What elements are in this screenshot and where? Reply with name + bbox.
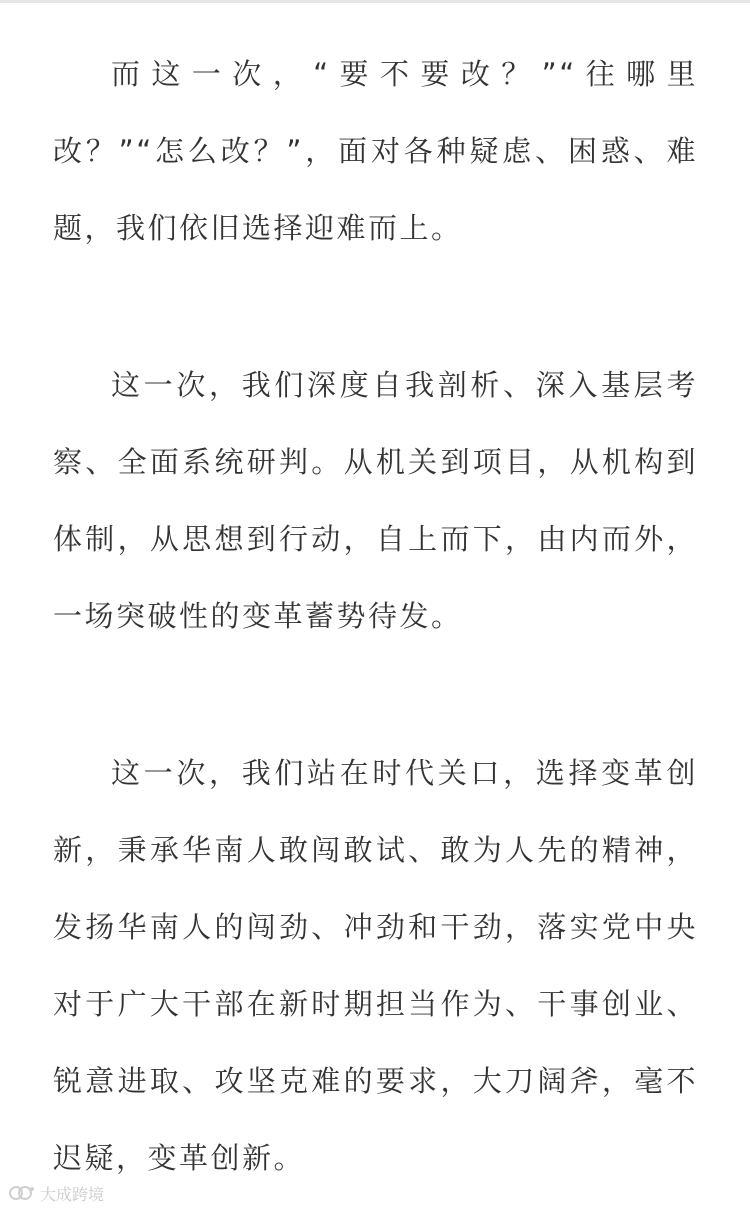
logo-icon <box>8 1183 36 1203</box>
paragraph-2: 这一次，我们深度自我剖析、深入基层考察、全面系统研判。从机关到项目，从机构到体制，从思想到行动，自上而下，由内而外，一场突破性的变革蓄势待发。 <box>53 368 698 633</box>
watermark-text: 大成跨境 <box>40 1184 105 1204</box>
top-divider <box>0 0 750 3</box>
paragraph-3: 这一次，我们站在时代关口，选择变革创新，秉承华南人敢闯敢试、敢为人先的精神，发扬华南人的闯劲、冲劲和干劲，落实党中央对于广大干部在新时期担当作为、干事创业、锐意进取、攻坚克难的要求，大刀阔斧，毫不迟疑，变革创新。 <box>53 756 698 1175</box>
paragraph-1: 而这一次，“要不要改？”“往哪里改？”“怎么改？”，面对各种疑虑、困惑、难题，我们依旧选择迎难而上。 <box>53 57 698 245</box>
article-body <box>53 36 698 1197</box>
watermark <box>8 1180 104 1206</box>
